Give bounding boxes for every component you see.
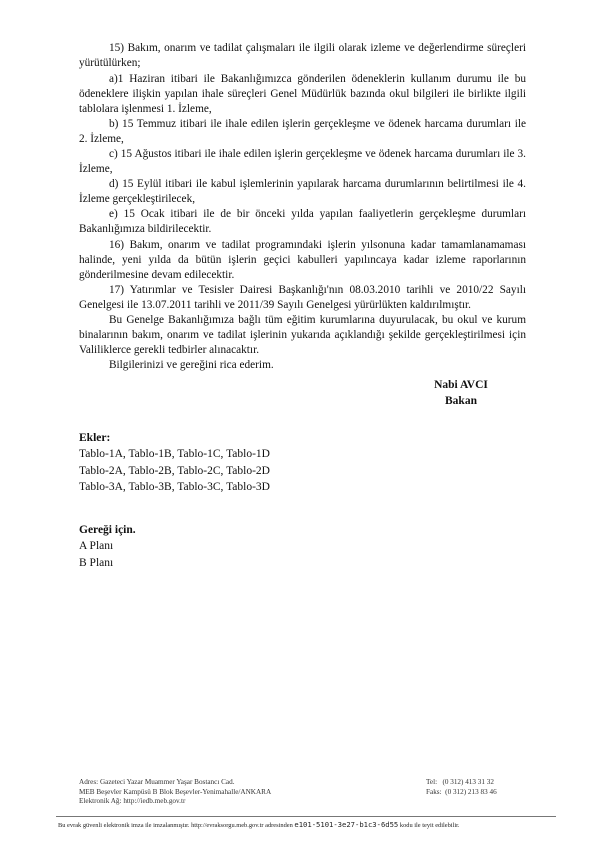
attachment-line: Tablo-3A, Tablo-3B, Tablo-3C, Tablo-3D — [79, 481, 270, 494]
paragraph-15e: e) 15 Ocak itibari ile de bir önceki yılda yapılan faaliyetlerin gerçekleşme durumları Bakanlığımıza bildirilecektir. — [79, 208, 526, 236]
paragraph-15b: b) 15 Temmuz itibari ile ihale edilen işlerin gerçekleşme ve ödenek harcama durumları ile 2. İzleme, — [79, 118, 526, 146]
verification-suffix: kodu ile teyit edilebilir. — [399, 822, 460, 829]
footer-contact — [426, 778, 497, 797]
verification-prefix: Bu evrak güvenli elektronik imza ile imzalanmıştır. http://evraksorgu.meb.gov.tr adresinden — [58, 822, 293, 829]
distribution-block — [79, 522, 136, 571]
paragraph-17: 17) Yatırımlar ve Tesisler Dairesi Başkanlığı'nın 08.03.2010 tarihli ve 2010/22 Sayılı Genelgesi ile 13.07.2011 tarihli ve 2011/39 Sayılı Genelgesi yürürlükten kaldırılmıştır. — [79, 284, 526, 312]
paragraph-closing: Bilgilerinizi ve gereğini rica ederim. — [109, 359, 274, 371]
paragraph-15d: d) 15 Eylül itibari ile kabul işlemlerinin yapılarak harcama durumlarının belirtilmesi ile 4. İzleme gerçekleştirilecek, — [79, 178, 526, 206]
signer-title: Bakan — [445, 395, 477, 407]
verification-line — [58, 820, 568, 830]
distribution-line: B Planı — [79, 556, 114, 569]
footer-address-line: Adres: Gazeteci Yazar Muammer Yaşar Bostancı Cad. — [79, 778, 235, 786]
footer-tel: Tel: (0 312) 413 31 32 — [426, 778, 494, 786]
paragraph-16: 16) Bakım, onarım ve tadilat programındaki işlerin yılsonuna kadar tamamlanamaması halinde, yeni yılda da bütün işlerin geçici kabulleri yapılıncaya kadar izleme raporlarının gönderilmesine devam edilecektir. — [79, 239, 526, 282]
attachment-line: Tablo-1A, Tablo-1B, Tablo-1C, Tablo-1D — [79, 448, 270, 461]
footer-address-line: MEB Beşevler Kampüsü B Blok Beşevler-Yenimahalle/ANKARA — [79, 787, 272, 796]
footer-address — [79, 778, 271, 807]
distribution-heading: Gereği için. — [79, 524, 136, 536]
paragraph-15a: a)1 Haziran itibari ile Bakanlığımızca gönderilen ödeneklerin kullanım durumu ile bu ödeneklere ilişkin yapılan ihale süreçleri Genel Müdürlük bazında okul bilgileri ile birlikte ilgili tablolara işlenmesi 1. İzleme, — [79, 73, 526, 116]
footer-divider — [56, 816, 556, 817]
distribution-line: A Planı — [79, 540, 114, 553]
paragraph-15: 15) Bakım, onarım ve tadilat çalışmaları ile ilgili olarak izleme ve değerlendirme süreçleri yürütülürken; — [79, 42, 526, 70]
signer-name: Nabi AVCI — [434, 379, 488, 391]
attachments-block — [79, 430, 270, 496]
footer-web-line: Elektronik Ağ: http://iedb.meb.gov.tr — [79, 797, 186, 806]
attachments-heading: Ekler: — [79, 432, 111, 444]
attachment-line: Tablo-2A, Tablo-2B, Tablo-2C, Tablo-2D — [79, 464, 270, 477]
verification-code: e101-5101-3e27-b1c3-6d55 — [294, 820, 399, 829]
paragraph-15c: c) 15 Ağustos itibari ile ihale edilen işlerin gerçekleşme ve ödenek harcama durumları ile 3. İzleme, — [79, 148, 526, 176]
paragraph-directive: Bu Genelge Bakanlığımıza bağlı tüm eğitim kurumlarına duyurulacak, bu okul ve kurum binalarının bakım, onarım ve tadilat işlerinin yukarıda açıklandığı şekilde gerçekleştirilmesi için Valiliklerce gerekli tedbirler alınacaktır. — [79, 314, 526, 357]
signature-block — [400, 377, 522, 409]
footer-fax: Faks: (0 312) 213 83 46 — [426, 787, 497, 796]
